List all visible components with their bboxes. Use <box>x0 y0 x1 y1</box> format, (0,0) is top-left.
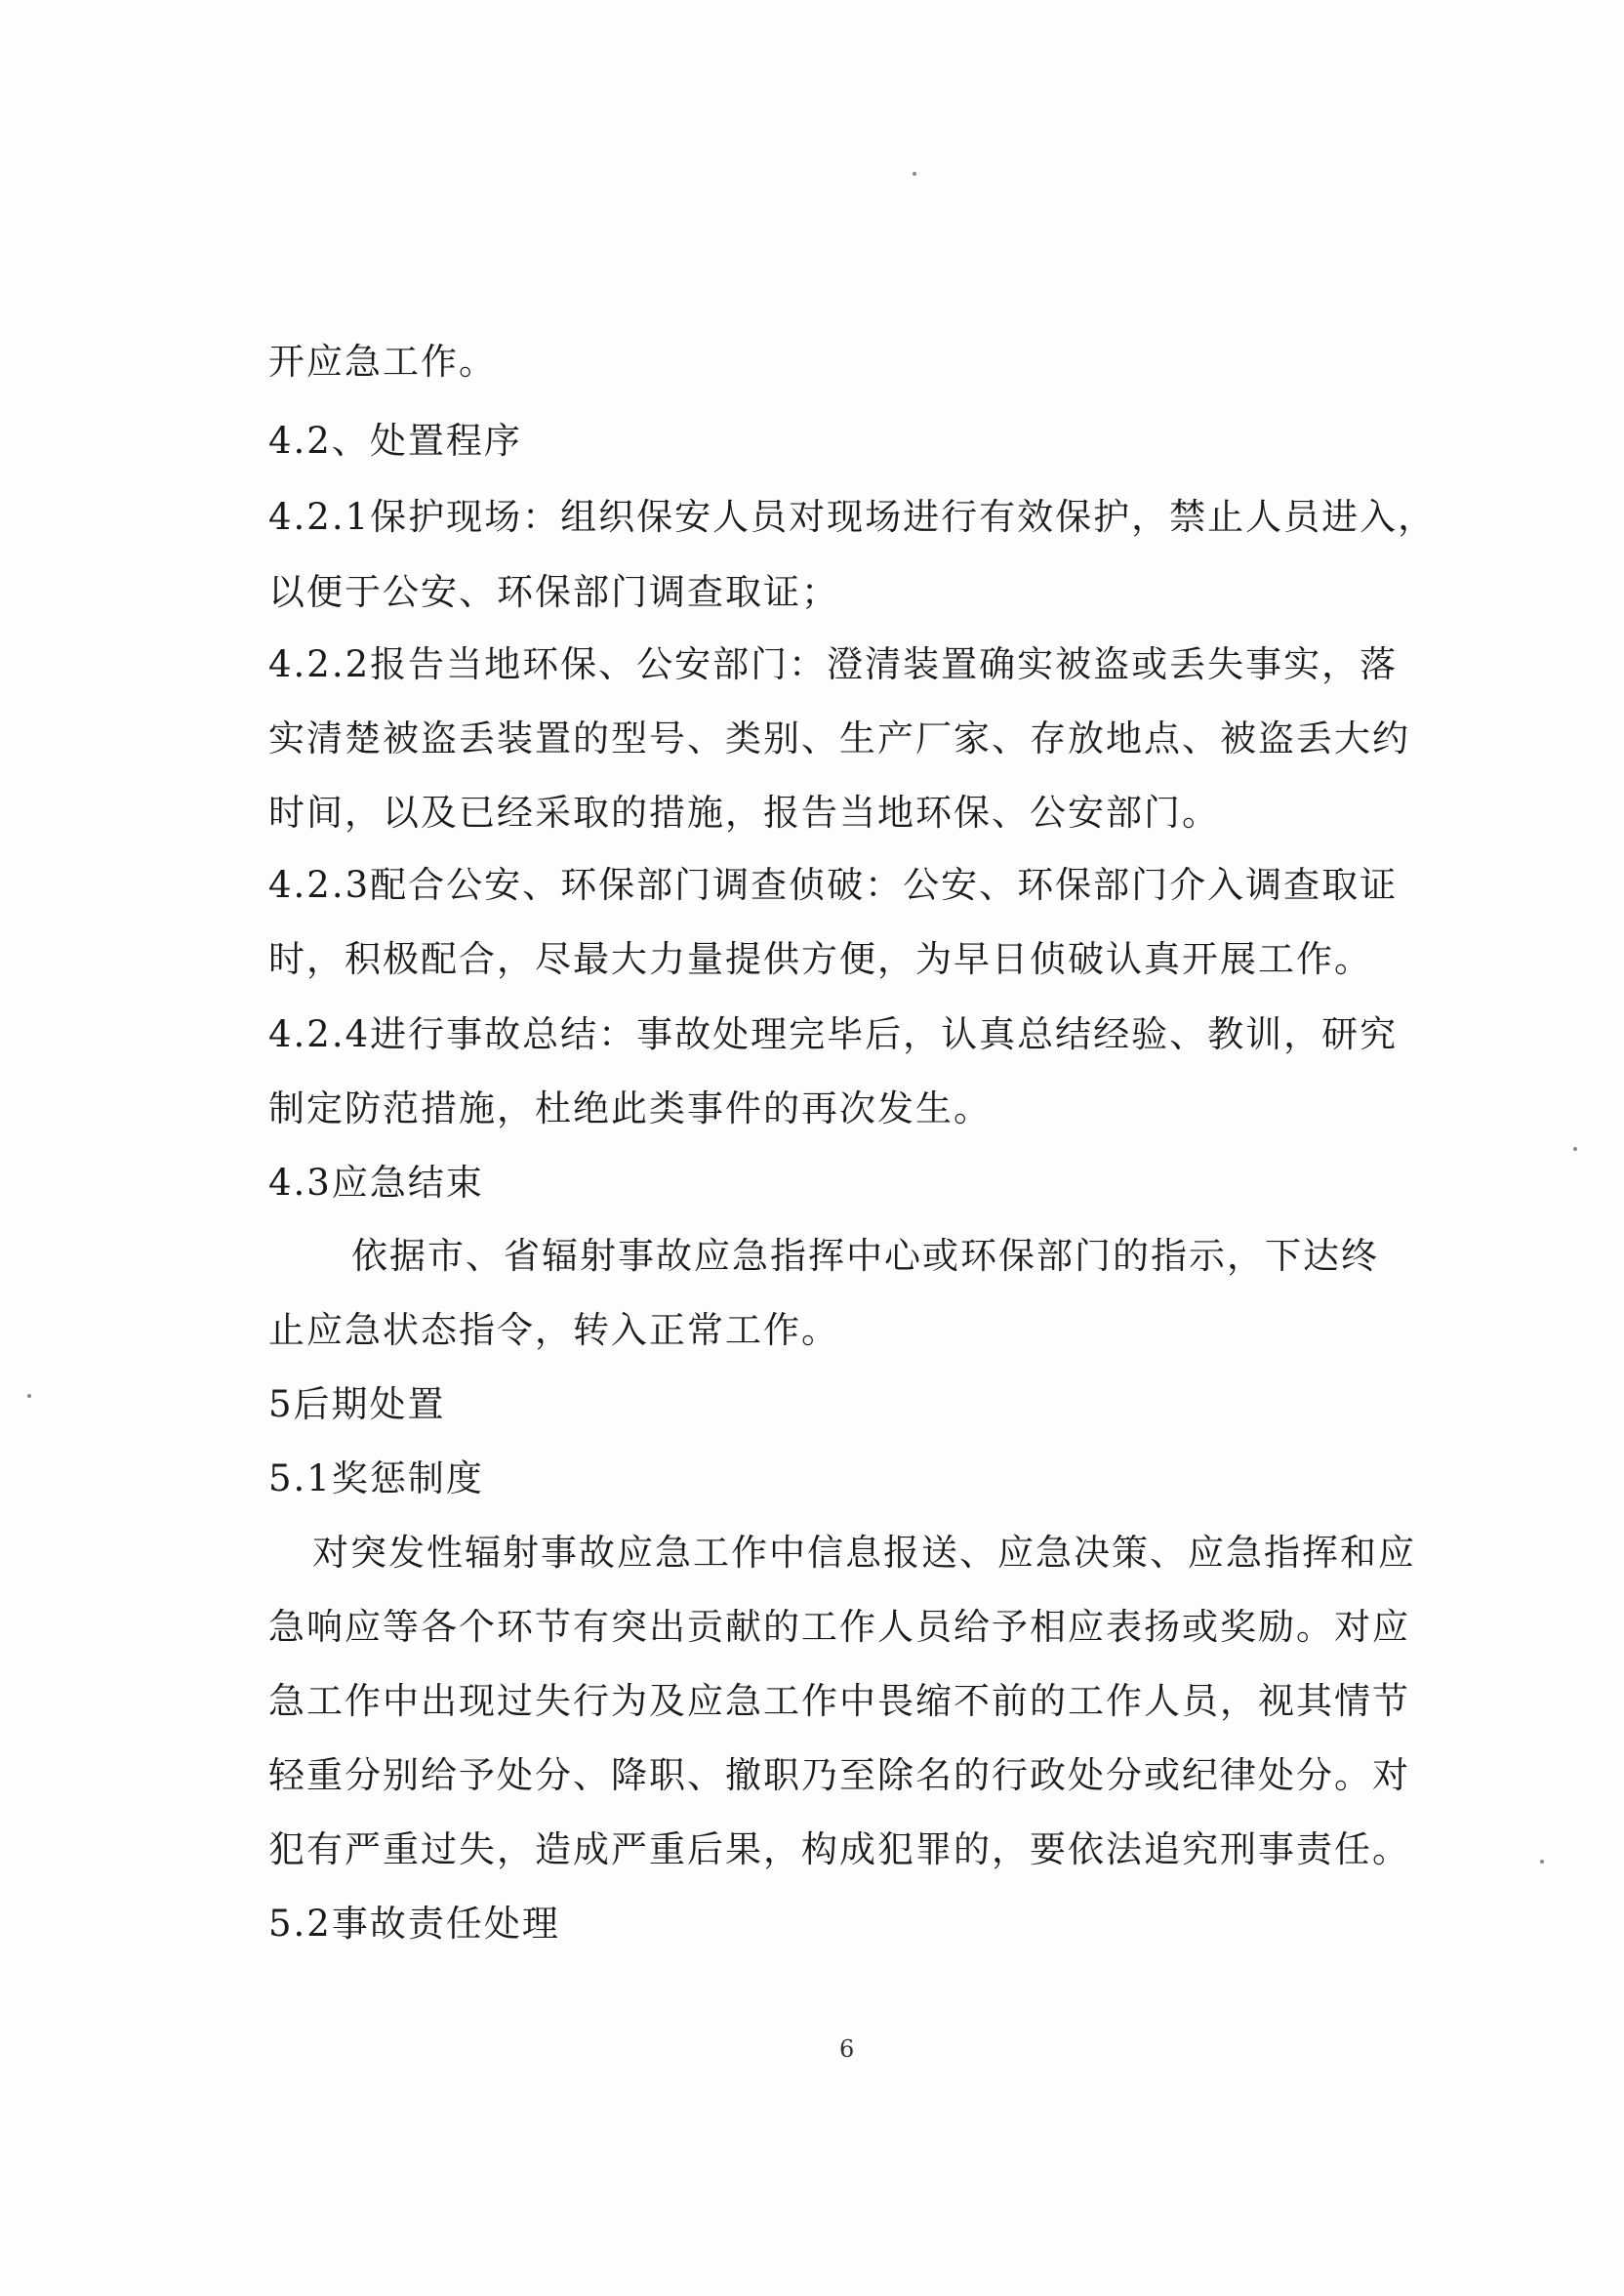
text-line: 4.2.3配合公安、环保部门调查侦破：公安、环保部门介入调查取证 <box>268 864 1399 906</box>
page-number: 6 <box>839 2035 855 2063</box>
text-line: 实清楚被盗丢装置的型号、类别、生产厂家、存放地点、被盗丢大约 <box>268 718 1410 759</box>
text-line: 开应急工作。 <box>268 341 497 383</box>
section-heading: 4.2、处置程序 <box>268 420 522 462</box>
text-line: 急工作中出现过失行为及应急工作中畏缩不前的工作人员，视其情节 <box>268 1680 1410 1722</box>
text-line: 时间，以及已经采取的措施，报告当地环保、公安部门。 <box>268 792 1220 834</box>
text-line: 制定防范措施，杜绝此类事件的再次发生。 <box>268 1087 992 1129</box>
scan-speck <box>1540 1860 1544 1864</box>
scan-speck <box>913 172 916 176</box>
text-line: 急响应等各个环节有突出贡献的工作人员给予相应表扬或奖励。对应 <box>268 1606 1410 1648</box>
text-line: 4.2.2报告当地环保、公安部门：澄清装置确实被盗或丢失事实，落 <box>268 643 1399 685</box>
text-line: 止应急状态指令，转入正常工作。 <box>268 1309 839 1351</box>
scan-speck <box>1573 1147 1577 1151</box>
text-line: 4.2.1保护现场：组织保安人员对现场进行有效保护，禁止人员进入， <box>268 496 1437 538</box>
text-line: 4.2.4进行事故总结：事故处理完毕后，认真总结经验、教训，研究 <box>268 1013 1399 1055</box>
section-heading: 5后期处置 <box>268 1383 446 1425</box>
text-line: 轻重分别给予处分、降职、撤职乃至除名的行政处分或纪律处分。对 <box>268 1754 1410 1796</box>
section-heading: 4.3应急结束 <box>268 1162 484 1204</box>
text-line: 依据市、省辐射事故应急指挥中心或环保部门的指示，下达终 <box>351 1235 1379 1277</box>
text-line: 时，积极配合，尽最大力量提供方便，为早日侦破认真开展工作。 <box>268 938 1372 980</box>
text-line: 以便于公安、环保部门调查取证； <box>268 571 839 613</box>
scan-speck <box>27 1394 31 1398</box>
section-heading: 5.2事故责任处理 <box>268 1903 560 1945</box>
text-line: 对突发性辐射事故应急工作中信息报送、应急决策、应急指挥和应 <box>312 1532 1416 1574</box>
section-heading: 5.1奖惩制度 <box>268 1457 484 1499</box>
text-line: 犯有严重过失，造成严重后果，构成犯罪的，要依法追究刑事责任。 <box>268 1828 1410 1870</box>
